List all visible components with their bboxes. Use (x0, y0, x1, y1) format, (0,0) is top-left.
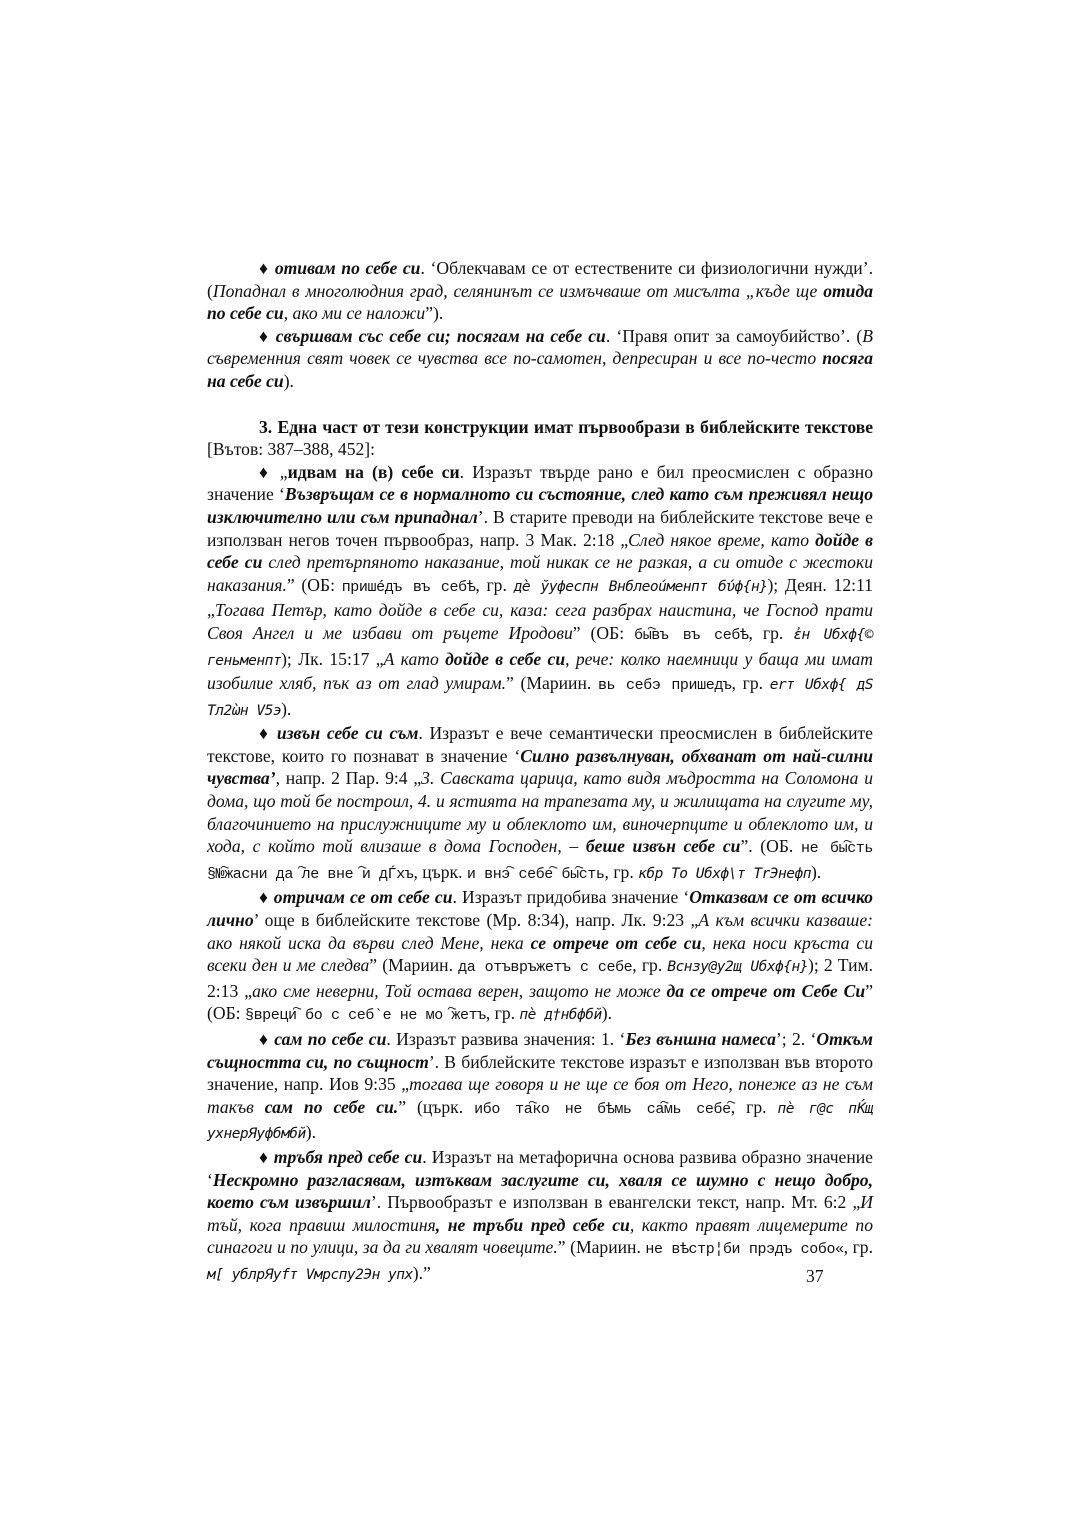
page-body (207, 257, 873, 1287)
bullet-icon: ♦ (259, 1146, 269, 1167)
page-number: 37 (806, 1266, 824, 1286)
entry-otivam: ♦ отивам по себе си. ‘Облекчавам се от естествените си физиологични нужди’. (Попаднал в многолюдния град, селянинът се измъчваше от мисълта „къде ще отида по себе си, ако ми се наложи”). (207, 258, 873, 324)
bullet-icon: ♦ (259, 325, 270, 346)
bullet-icon: ♦ (259, 461, 272, 482)
entry-svarshvam: ♦ свършвам със себе си; посягам на себе си. ‘Правя опит за самоубийство’. (В съвременния свят човек се чувства все по-самотен, депресиран и все по-често посяга на себе си). (207, 325, 873, 391)
bullet-icon: ♦ (259, 258, 270, 278)
bullet-icon: ♦ (259, 1029, 269, 1049)
entry-sam: ♦ сам по себе си. Изразът развива значения: 1. ‘Без външна намеса’; 2. ‘Откъм същността си, по същност’. В библейските текстове изразът е използван във второто значение, напр. Иов 9:35 „тогава ще говоря и не ще се боя от Него, понеже аз не съм такъв сам по себе си.” (църк. ибо та҇ко не бѣмь са҇мь себе҇, гр. пѐ г@с пЌщ ухнерЯуфбмбй). (207, 1029, 874, 1143)
entry-trabya: ♦ тръбя пред себе си. Изразът на метафорична основа развива образно значение ‘Нескромно разгласявам, изтъквам заслугите си, хваля се шумно с нещо добро, което съм извършил’. Първообразът е използван в евангелски текст, напр. Мт. 6:2 „И тъй, кога правиш милостиня, не тръби пред себе си, както правят лицемерите по синагоги и по улици, за да ги хвалят човеците.” (Мариин. не вѣстр¦би прэдъ собо«, гр. м[ ублрЯуfт Vмрспу2Эн упх).” (207, 1146, 874, 1283)
section-heading: 3. Една част от тези конструкции имат първообрази в библейските текстове [Вътов: 387–388, 452]: (207, 416, 873, 460)
entry-idvam: ♦ „идвам на (в) себе си. Изразът твърде рано е бил преосмислен с образно значение ‘Възвръщам се в нормалното си състояние, след като съм преживял нещо изключително или съм припаднал’. В старите преводи на библейските текстове вече е използван негов точен първообраз, напр. 3 Мак. 2:18 „След някое време, като дойде в себе си след претърпяното наказание, той никак се не разкая, а си отиде с жестоки наказания.” (ОБ: пришéдъ въ себѣ, гр. дѐ ўуфеспн Внблеоúменпт бύф{н}); Деян. 12:11 „Тогава Петър, като дойде в себе си, каза: сега разбрах наистина, че Господ прати Своя Ангел и ме избави от ръцете Иродови” (ОБ: бы҇въ въ себѣ, гр. ἐн Uбхф{© геньменпт); Лк. 15:17 „А като дойде в себе си, рече: колко наемници у баща ми имат изобилие хляб, пък аз от глад умирам.” (Мариин. вь себэ пришедъ, гр. erт Uбхф{ дS Тл2ὼн V5э). (207, 461, 874, 719)
bullet-icon: ♦ (259, 723, 271, 744)
entry-otricham: ♦ отричам се от себе си. Изразът придобива значение ‘Отказвам се от всичко лично’ още в библейските текстове (Мр. 8:34), напр. Лк. 9:23 „А към всички казваше: ако някой иска да върви след Мене, нека се отрече от себе си, нека носи кръста си всеки ден и ме следва” (Мариин. да отъвръжетъ с себе, гр. Вснзу@у2щ Uбхф{н}); 2 Тим. 2:13 „ако сме неверни, Той остава верен, защото не може да се отрече от Себе Си” (ОБ: §вреци҇ бо с себ`е не мо ҇жетъ, гр. пѐ д†нбфбй). (207, 887, 874, 1025)
bullet-icon: ♦ (259, 887, 269, 908)
entry-izvan: ♦ извън себе си съм. Изразът е вече семантически преосмислен в библейските текстове, които го познават в значение ‘Силно развълнуван, обхванат от най-силни чувства’, напр. 2 Пар. 9:4 „3. Савската царица, като видя мъдростта на Соломона и дома, що той бе построил, 4. и ястията на трапезата му, и жилищата на слугите му, благочинието на прислужниците му и облеклото им, виночерпците и облеклото им, и хода, с който той влизаше в дома Господен, – беше извън себе си”. (ОБ. не бы҇сть §№҇жасни да ҇ле вне ҇и дЃхъ, църк. и внэ҇ себе҇ бы҇сть, гр. кбр То Uбхф\т ТrЭнефп). (207, 723, 874, 883)
